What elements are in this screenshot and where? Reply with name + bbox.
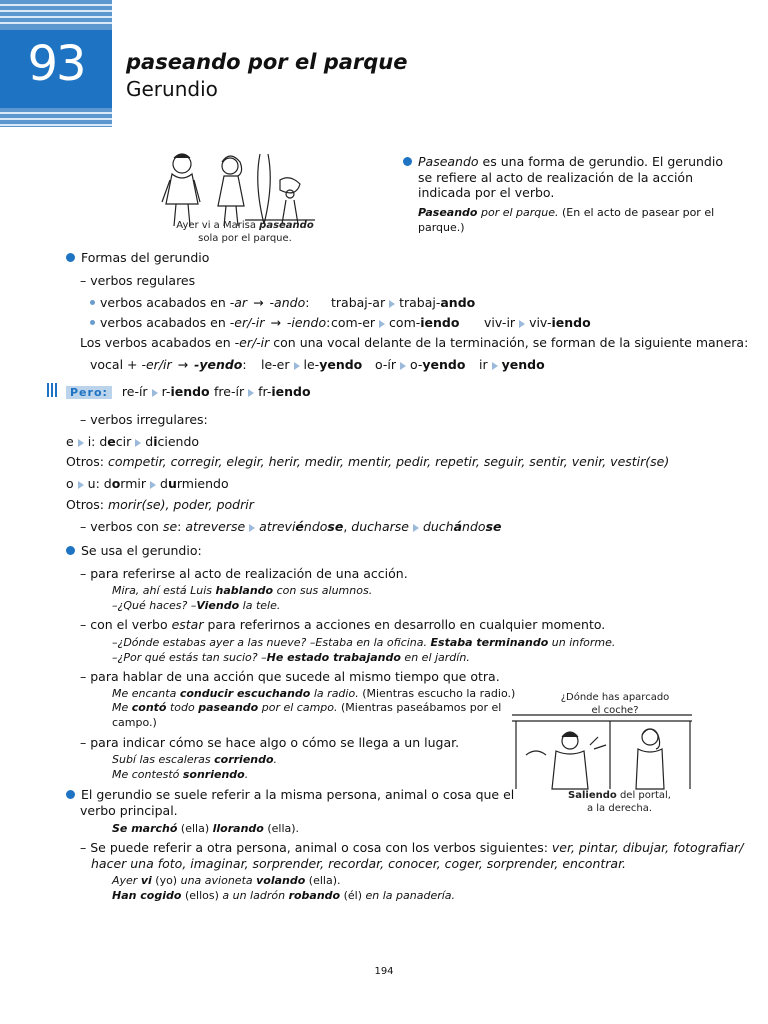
intro-example: por el parque.	[477, 205, 559, 219]
example-infinitive: trabaj-ar	[331, 295, 386, 310]
irregular-text: rmiendo	[176, 476, 229, 491]
example-stem: com-	[389, 315, 421, 330]
uso-4-example-2	[112, 768, 248, 781]
example-stem: o-	[410, 357, 423, 372]
example-text: Me encanta	[112, 687, 180, 700]
triangle-arrow-icon	[249, 524, 255, 532]
example-infinitive: o-ír	[375, 357, 397, 372]
se-word: se	[162, 519, 178, 534]
vocal-ending: -er/-ir	[234, 335, 270, 350]
park-illustration	[150, 150, 320, 230]
rule-result: -ando	[269, 295, 306, 310]
regulares-heading: – verbos regulares	[80, 273, 196, 288]
example-note: (Mientras paseábamos por el	[337, 701, 502, 714]
bullet-dot	[66, 546, 75, 555]
sub-bullet	[90, 320, 95, 325]
example-text: Mira, ahí está Luis	[112, 584, 216, 597]
example-oir	[375, 357, 465, 372]
example-note: (yo)	[151, 874, 181, 887]
pero-marker	[47, 383, 59, 400]
irregular-text: d	[160, 476, 168, 491]
example-verb: Han cogido	[112, 889, 182, 902]
rule-ending: -er/-ir	[229, 315, 265, 330]
garage-illustration	[510, 705, 700, 790]
example-gerund: He estado trabajando	[266, 651, 401, 664]
uso-2	[80, 617, 605, 632]
example-text: la radio.	[310, 687, 359, 700]
example-infinitive: fre-ír	[214, 384, 245, 399]
otra-line-2	[91, 856, 626, 871]
misma-line-2: verbo principal.	[80, 803, 178, 818]
example-text: Ayer	[112, 874, 141, 887]
arrow-icon: →	[177, 357, 189, 372]
formas-heading	[66, 250, 209, 265]
pero-line	[66, 384, 210, 399]
example-stem: r-	[161, 384, 171, 399]
uso-3-example-2	[112, 701, 501, 714]
example-text: a un ladrón	[222, 889, 289, 902]
intro-text: se refiere al acto de realización de la acción	[418, 169, 694, 185]
vocal-rule	[90, 357, 247, 372]
triangle-arrow-icon	[492, 362, 498, 370]
caption-line2: a la derecha.	[586, 803, 653, 814]
vocal-text: Los verbos acabados en	[80, 335, 235, 350]
example-text: la tele.	[239, 599, 281, 612]
rule-ending: -ar	[229, 295, 248, 310]
usos-heading	[66, 543, 202, 558]
rule-text: verbos acabados en	[100, 315, 230, 330]
example-infinitive: re-ír	[121, 384, 148, 399]
irregular-text: ciendo	[157, 434, 200, 449]
misma-line-1	[66, 787, 514, 802]
example-ending: yendo	[319, 357, 363, 372]
example-text: una avioneta	[180, 874, 257, 887]
otros-list: competir, corregir, elegir, herir, medir, mentir, pedir, repetir, seguir, sentir, venir, vestir(se)	[107, 454, 670, 469]
example-text: en la panadería.	[365, 889, 456, 902]
triangle-arrow-icon	[413, 524, 419, 532]
verbos-con-se	[80, 519, 501, 534]
example-text: –¿Por qué estás tan sucio? –	[112, 651, 267, 664]
example-text: en el jardín.	[400, 651, 470, 664]
example-note: (él)	[340, 889, 366, 902]
otros-list: morir(se), poder, podrir	[107, 497, 254, 512]
otra-example-1	[112, 874, 341, 887]
example-text: con sus alumnos.	[273, 584, 373, 597]
vocal-rule-text: :	[242, 357, 247, 372]
irregular-text: rmir	[120, 476, 147, 491]
formas-heading-text: Formas del gerundio	[81, 250, 210, 265]
example-infinitive: viv-ir	[484, 315, 516, 330]
se-example: duch	[422, 519, 454, 534]
example-verb: contó	[131, 701, 167, 714]
triangle-arrow-icon	[519, 320, 525, 328]
uso-text: para referirnos a acciones en desarrollo en cualquier momento.	[203, 617, 606, 632]
otros-label: Otros:	[66, 454, 108, 469]
otros-e-i	[66, 454, 669, 469]
caption-bold: paseando	[259, 220, 314, 231]
example-note: (ella).	[305, 874, 341, 887]
intro-block	[403, 154, 723, 236]
intro-term: Paseando	[418, 154, 479, 169]
example-gerund: llorando	[212, 822, 264, 835]
usos-heading-text: Se usa el gerundio:	[81, 543, 202, 558]
intro-text: indicada por el verbo.	[418, 185, 555, 200]
example-note: (ella).	[263, 822, 300, 835]
uso-text: – con el verbo	[80, 617, 172, 632]
example-gerund: Estaba terminando	[430, 636, 549, 649]
uso-verb: estar	[171, 617, 204, 632]
rule-result: -iendo	[286, 315, 327, 330]
vocal-rule-ending: -er/ir	[141, 357, 172, 372]
bullet-dot	[66, 253, 75, 262]
otros-o-u	[66, 497, 254, 512]
example-infinitive: le-er	[261, 357, 290, 372]
vocal-text: con una vocal delante de la terminación, se forman de la siguiente manera:	[269, 335, 749, 350]
unit-number: 93	[27, 36, 85, 92]
rule-text: :	[305, 295, 310, 310]
uso-2-example-2	[112, 651, 470, 664]
example-verb: vi	[140, 874, 152, 887]
otra-verbs: ver, pintar, dibujar, fotografiar/	[551, 840, 744, 855]
example-text: –¿Dónde estabas ayer a las nueve? –Estaba en la oficina.	[112, 636, 431, 649]
triangle-arrow-icon	[248, 389, 254, 397]
example-ending: iendo	[420, 315, 460, 330]
irregular-text: cir	[115, 434, 132, 449]
example-note: (ellos)	[181, 889, 223, 902]
irregular-vowel: o	[111, 476, 121, 491]
example-ending: yendo	[501, 357, 545, 372]
example-ending: iendo	[271, 384, 311, 399]
example-text: por el campo.	[258, 701, 338, 714]
irregular-vowel: u	[167, 476, 177, 491]
triangle-arrow-icon	[78, 439, 84, 447]
arrow-icon: →	[253, 295, 264, 310]
triangle-arrow-icon	[78, 481, 84, 489]
example-gerund: robando	[288, 889, 341, 902]
example-text: Me contestó	[112, 768, 183, 781]
intro-text: es una forma de gerundio. El gerundio	[478, 154, 723, 169]
vocal-rule-text: vocal +	[90, 357, 142, 372]
triangle-arrow-icon	[400, 362, 406, 370]
otra-example-2	[112, 889, 455, 902]
sub-bullet	[90, 300, 95, 305]
misma-text: El gerundio se suele referir a la misma persona, animal o cosa que el	[81, 787, 515, 802]
intro-example-note: parque.)	[418, 221, 465, 234]
uso-1-example-1	[112, 584, 372, 597]
se-pronoun: se	[485, 519, 502, 534]
vocal-explanation	[80, 335, 748, 350]
unit-subtitle: Gerundio	[126, 77, 218, 101]
uso-2-example-1	[112, 636, 615, 649]
triangle-arrow-icon	[152, 389, 158, 397]
caption-text: del portal,	[616, 790, 671, 801]
example-infinitive: com-er	[331, 315, 376, 330]
se-example: atreverse	[185, 519, 246, 534]
example-ir	[484, 315, 591, 330]
side-illustration-caption	[552, 789, 687, 815]
se-example: atrevi	[259, 519, 296, 534]
irregular-vowel: e	[107, 434, 116, 449]
rule-er	[90, 315, 330, 330]
otra-text: – Se puede referir a otra persona, animal o cosa con los verbos siguientes:	[80, 840, 552, 855]
example-gerund: volando	[256, 874, 306, 887]
caption-text: Ayer vi a Marisa	[176, 220, 260, 231]
park-illustration-caption	[170, 219, 320, 245]
bubble-line1: ¿Dónde has aparcado	[560, 692, 670, 703]
uso-1: – para referirse al acto de realización de una acción.	[80, 566, 408, 581]
irregular-text: i: d	[87, 434, 108, 449]
se-pronoun: se	[327, 519, 344, 534]
triangle-arrow-icon	[389, 300, 395, 308]
example-text: .	[273, 753, 278, 766]
irregulares-heading: – verbos irregulares:	[80, 412, 208, 427]
example-gerund: corriendo	[214, 753, 274, 766]
uso-3-example-2-cont: campo.)	[112, 716, 157, 729]
intro-example-note: (En el acto de pasear por el	[558, 205, 715, 219]
se-text: ,	[343, 519, 352, 534]
example-gerund: conducir escuchando	[179, 687, 311, 700]
se-example: ndo	[303, 519, 328, 534]
se-example: ducharse	[351, 519, 409, 534]
page-number: 194	[374, 966, 394, 977]
example-stem: fr-	[258, 384, 272, 399]
se-example: ndo	[462, 519, 486, 534]
arrow-icon: →	[270, 315, 281, 330]
se-accent: á	[453, 519, 463, 534]
example-text: Me	[112, 701, 132, 714]
bullet-dot	[66, 790, 75, 799]
example-text: –¿Qué haces? –	[112, 599, 197, 612]
irregular-text: u: d	[87, 476, 112, 491]
example-text: Subí las escaleras	[112, 753, 215, 766]
pero-label: Pero:	[66, 386, 112, 399]
bullet-dot	[403, 157, 412, 166]
example-gerund: hablando	[215, 584, 274, 597]
otra-line-1	[80, 840, 744, 855]
example-stem: trabaj-	[399, 295, 441, 310]
uso-4: – para indicar cómo se hace algo o cómo se llega a un lugar.	[80, 735, 460, 750]
triangle-arrow-icon	[294, 362, 300, 370]
bubble-line2: el coche?	[591, 705, 639, 716]
otra-verbs: hacer una foto, imaginar, sorprender, recordar, conocer, coger, sorprender, encontrar.	[91, 856, 627, 871]
example-gerund: sonriendo	[182, 768, 245, 781]
rule-ar	[90, 295, 309, 310]
example-ending: iendo	[170, 384, 210, 399]
otros-label: Otros:	[66, 497, 108, 512]
misma-example	[112, 822, 299, 835]
pero-example-2	[214, 384, 311, 399]
example-infinitive: ir	[479, 357, 488, 372]
example-note: (Mientras escucho la radio.)	[358, 687, 516, 700]
caption-bold: Saliendo	[568, 790, 617, 801]
example-ar	[331, 295, 475, 310]
irregular-e-i	[66, 434, 199, 449]
vowel: e	[66, 434, 74, 449]
vocal-rule-result: -yendo	[194, 357, 243, 372]
vowel: o	[66, 476, 74, 491]
rule-text: :	[326, 315, 331, 330]
unit-title: paseando por el parque	[126, 50, 408, 74]
example-gerund: paseando	[198, 701, 259, 714]
example-text: todo	[166, 701, 199, 714]
intro-example-bold: Paseando	[418, 205, 478, 219]
example-gerund: Viendo	[196, 599, 240, 612]
example-ending: yendo	[422, 357, 466, 372]
example-stem: le-	[303, 357, 320, 372]
triangle-arrow-icon	[135, 439, 141, 447]
se-accent: é	[295, 519, 304, 534]
example-note: (ella)	[177, 822, 213, 835]
example-text: .	[244, 768, 249, 781]
uso-3-example-1	[112, 687, 515, 700]
uso-4-example-1	[112, 753, 277, 766]
example-er	[331, 315, 459, 330]
example-ending: ando	[440, 295, 476, 310]
example-ending: iendo	[551, 315, 591, 330]
example-text: un informe.	[548, 636, 616, 649]
se-text: – verbos con	[80, 519, 163, 534]
se-text: :	[177, 519, 186, 534]
uso-1-example-2	[112, 599, 280, 612]
example-verb: Se marchó	[112, 822, 178, 835]
example-leer	[261, 357, 362, 372]
triangle-arrow-icon	[150, 481, 156, 489]
caption-line2: sola por el parque.	[198, 233, 292, 244]
irregular-vowel: i	[153, 434, 158, 449]
irregular-o-u	[66, 476, 229, 491]
example-stem: viv-	[529, 315, 552, 330]
uso-3: – para hablar de una acción que sucede al mismo tiempo que otra.	[80, 669, 500, 684]
irregular-text: d	[145, 434, 154, 449]
rule-text: verbos acabados en	[100, 295, 230, 310]
triangle-arrow-icon	[379, 320, 385, 328]
example-ir-yendo	[479, 357, 545, 372]
